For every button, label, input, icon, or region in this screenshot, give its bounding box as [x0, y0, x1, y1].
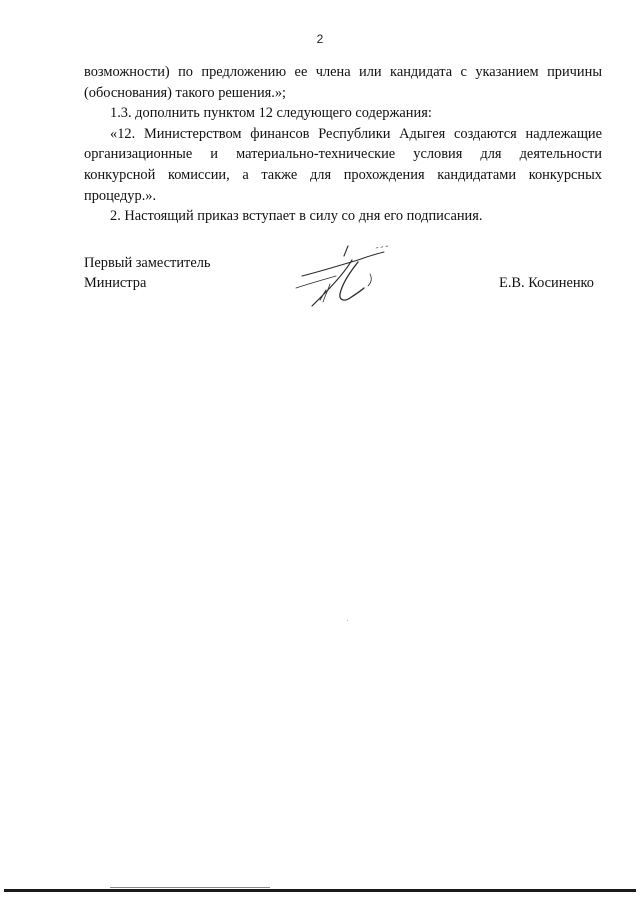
paragraph-line: процедур.».	[84, 187, 157, 204]
scan-speck	[347, 620, 348, 621]
paragraph-line: «12. Министерством финансов Республики Адыгея создаются надлежащие	[110, 125, 602, 142]
scan-bottom-edge	[4, 889, 636, 892]
signer-position-line: Первый заместитель	[84, 255, 211, 271]
handwritten-signature	[292, 240, 402, 310]
paragraph-line: возможности) по предложению ее члена или кандидата с указанием причины	[84, 64, 602, 80]
signer-position	[84, 253, 210, 293]
scan-edge-mark	[110, 887, 270, 888]
signer-position-line: Министра	[84, 275, 147, 291]
paragraph-line: конкурсной комиссии, а также для прохождения кандидатами конкурсных	[84, 166, 602, 183]
page-number: 2	[316, 32, 324, 46]
paragraph-effective-date: 2. Настоящий приказ вступает в силу со дня его подписания.	[110, 208, 483, 225]
paragraph-line: организационные и материально-технические условия для деятельности	[84, 146, 602, 163]
document-body	[84, 62, 602, 227]
paragraph-amendment-item: 1.3. дополнить пунктом 12 следующего содержания:	[110, 105, 432, 122]
signer-name: Е.В. Косиненко	[499, 275, 594, 291]
paragraph-line: (обоснования) такого решения.»;	[84, 84, 287, 101]
